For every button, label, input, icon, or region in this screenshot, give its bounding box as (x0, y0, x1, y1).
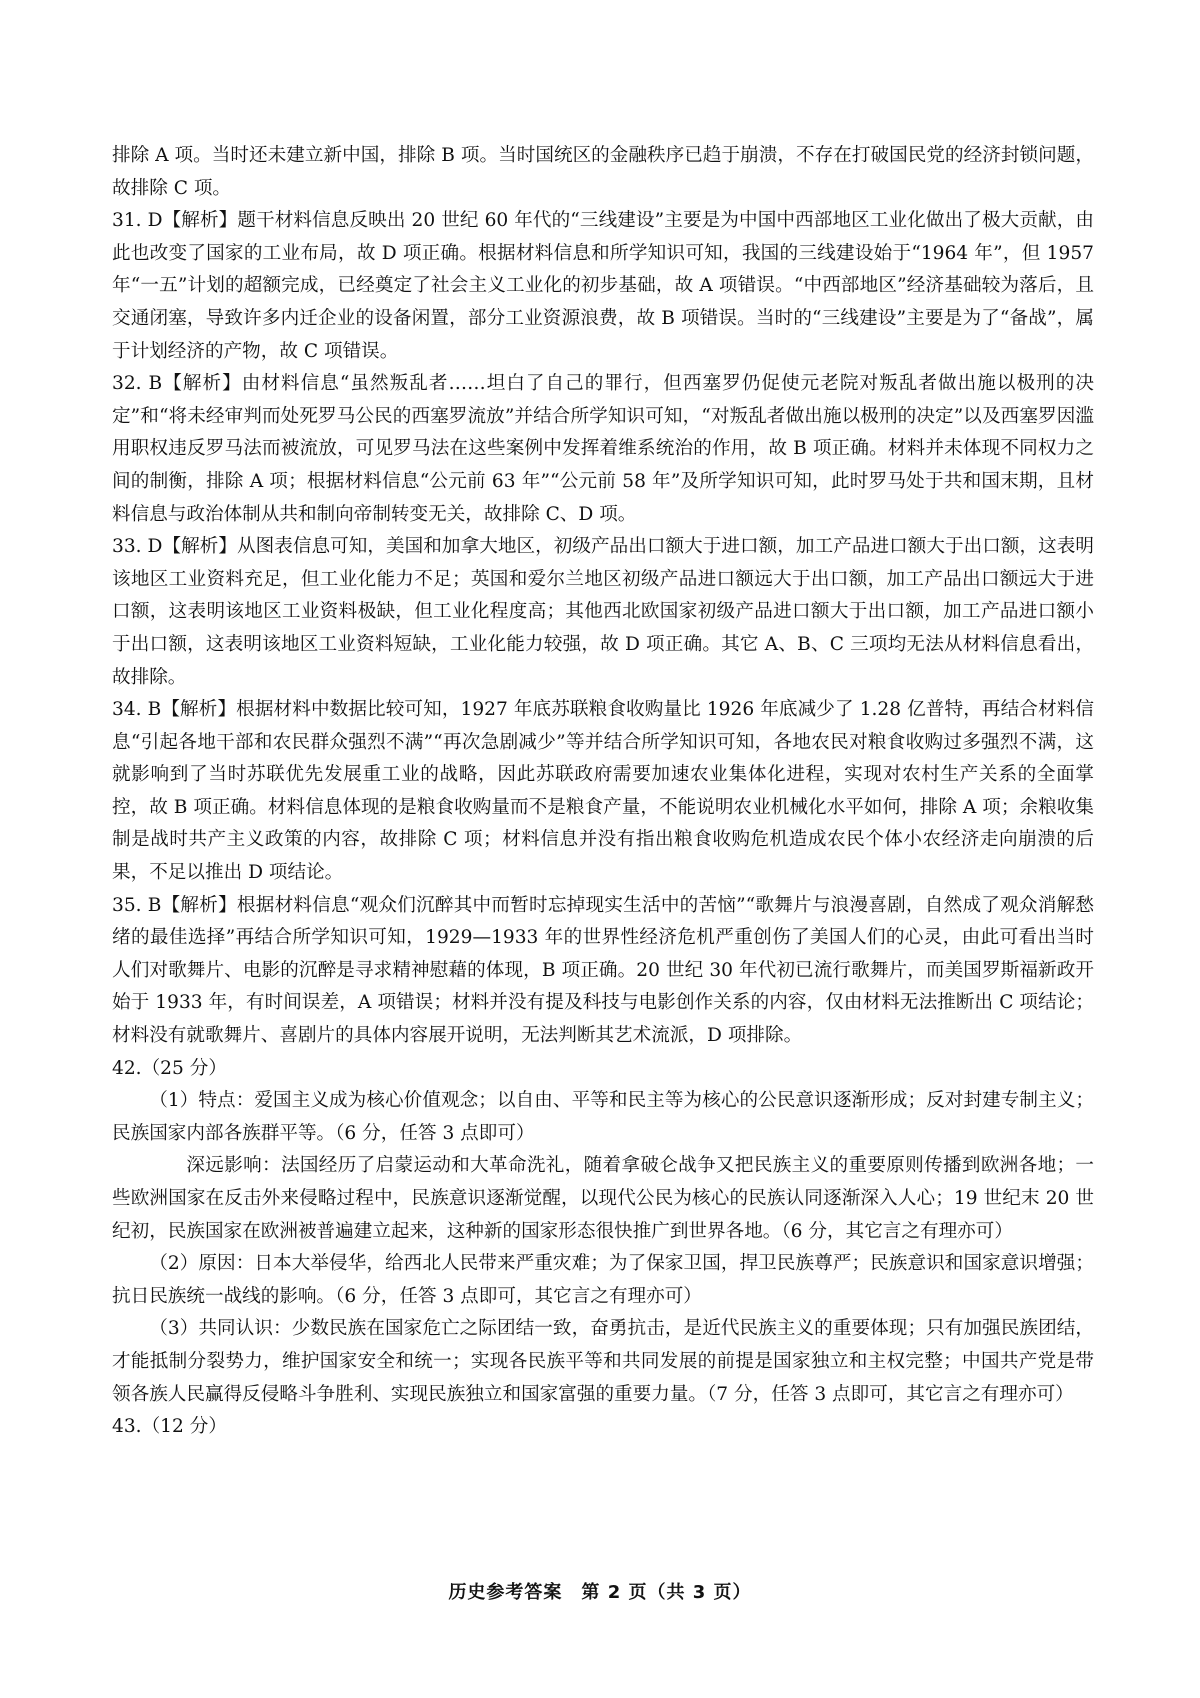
question-42-heading: 42.（25 分） (112, 1057, 227, 1079)
answer-42-part-2: （2）原因：日本大举侵华，给西北人民带来严重灾难；为了保家卫国，捍卫民族尊严；民族意识和国家意识增强；抗日民族统一战线的影响。（6 分，任答 3 点即可，其它言之有理亦可） (112, 1253, 1094, 1307)
answer-42-part-1: （1）特点：爱国主义成为核心价值观念；以自由、平等和民主等为核心的公民意识逐渐形成；反对封建专制主义；民族国家内部各族群平等。（6 分，任答 3 点即可） (112, 1090, 1094, 1144)
answer-42-part-3: （3）共同认识：少数民族在国家危亡之际团结一致，奋勇抗击，是近代民族主义的重要体现；只有加强民族团结，才能抵制分裂势力，维护国家安全和统一；实现各民族平等和共同发展的前提是国家独立和主权完整；中国共产党是带领各族人民赢得反侵略斗争胜利、实现民族独立和国家富强的重要力量。（7 分，任答 3 点即可，其它言之有理亦可） (112, 1318, 1094, 1405)
answer-31: 31. D【解析】题干材料信息反映出 20 世纪 60 年代的“三线建设”主要是为中国中西部地区工业化做出了极大贡献，由此也改变了国家的工业布局，故 D 项正确。根据材料信息和所学知识可知，我国的三线建设始于“1964 年”，但 1957 年“一五”计划的超额完成，已经奠定了社会主义工业化的初步基础，故 A 项错误。“中西部地区”经济基础较为落后，且交通闭塞，导致许多内迁企业的设备闲置，部分工业资源浪费，故 B 项错误。当时的“三线建设”主要是为了“备战”，属于计划经济的产物，故 C 项错误。 (112, 210, 1094, 362)
answer-33: 33. D【解析】从图表信息可知，美国和加拿大地区，初级产品出口额大于进口额，加工产品进口额大于出口额，这表明该地区工业资料充足，但工业化能力不足；英国和爱尔兰地区初级产品进口额远大于出口额，加工产品出口额远大于进口额，这表明该地区工业资料极缺，但工业化程度高；其他西北欧国家初级产品进口额大于出口额，加工产品进口额小于出口额，这表明该地区工业资料短缺，工业化能力较强，故 D 项正确。其它 A、B、C 三项均无法从材料信息看出，故排除。 (112, 536, 1094, 688)
answer-34: 34. B【解析】根据材料中数据比较可知，1927 年底苏联粮食收购量比 1926 年底减少了 1.28 亿普特，再结合材料信息“引起各地干部和农民群众强烈不满”“再次急剧减少”等并结合所学知识可知，各地农民对粮食收购过多强烈不满，这就影响到了当时苏联优先发展重工业的战略，因此苏联政府需要加速农业集体化进程，实现对农村生产关系的全面掌控，故 B 项正确。材料信息体现的是粮食收购量而不是粮食产量，不能说明农业机械化水平如何，排除 A 项；余粮收集制是战时共产主义政策的内容，故排除 C 项；材料信息并没有指出粮食收购危机造成农民个体小农经济走向崩溃的后果，不足以推出 D 项结论。 (112, 699, 1094, 884)
answer-35: 35. B【解析】根据材料信息“观众们沉醉其中而暂时忘掉现实生活中的苦恼”“歌舞片与浪漫喜剧，自然成了观众消解愁绪的最佳选择”再结合所学知识可知，1929—1933 年的世界性经济危机严重创伤了美国人们的心灵，由此可看出当时人们对歌舞片、电影的沉醉是寻求精神慰藉的体现，B 项正确。20 世纪 30 年代初已流行歌舞片，而美国罗斯福新政开始于 1933 年，有时间误差，A 项错误；材料并没有提及科技与电影创作关系的内容，仅由材料无法推断出 C 项结论；材料没有就歌舞片、喜剧片的具体内容展开说明，无法判断其艺术流派，D 项排除。 (112, 894, 1094, 1047)
answer-42-part-1-impact: 深远影响：法国经历了启蒙运动和大革命洗礼，随着拿破仑战争又把民族主义的重要原则传播到欧洲各地；一些欧洲国家在反击外来侵略过程中，民族意识逐渐觉醒，以现代公民为核心的民族认同逐渐深入人心；19 世纪末 20 世纪初，民族国家在欧洲被普遍建立起来，这种新的国家形态很快推广到世界各地。（6 分，其它言之有理亦可） (112, 1155, 1094, 1242)
page-footer: 历史参考答案 第 2 页（共 3 页） (448, 1582, 752, 1603)
question-43-heading: 43.（12 分） (112, 1416, 227, 1438)
paragraph-continuation: 排除 A 项。当时还未建立新中国，排除 B 项。当时国统区的金融秩序已趋于崩溃，不存在打破国民党的经济封锁问题，故排除 C 项。 (112, 145, 1094, 199)
answer-32: 32. B【解析】由材料信息“虽然叛乱者……坦白了自己的罪行，但西塞罗仍促使元老院对叛乱者做出施以极刑的决定”和“将未经审判而处死罗马公民的西塞罗流放”并结合所学知识可知，“对叛乱者做出施以极刑的决定”以及西塞罗因滥用职权违反罗马法而被流放，可见罗马法在这些案例中发挥着维系统治的作用，故 B 项正确。材料并未体现不同权力之间的制衡，排除 A 项；根据材料信息“公元前 63 年”“公元前 58 年”及所学知识可知，此时罗马处于共和国末期，且材料信息与政治体制从共和制向帝制转变无关，故排除 C、D 项。 (112, 373, 1094, 525)
answer-body (112, 140, 1094, 1444)
